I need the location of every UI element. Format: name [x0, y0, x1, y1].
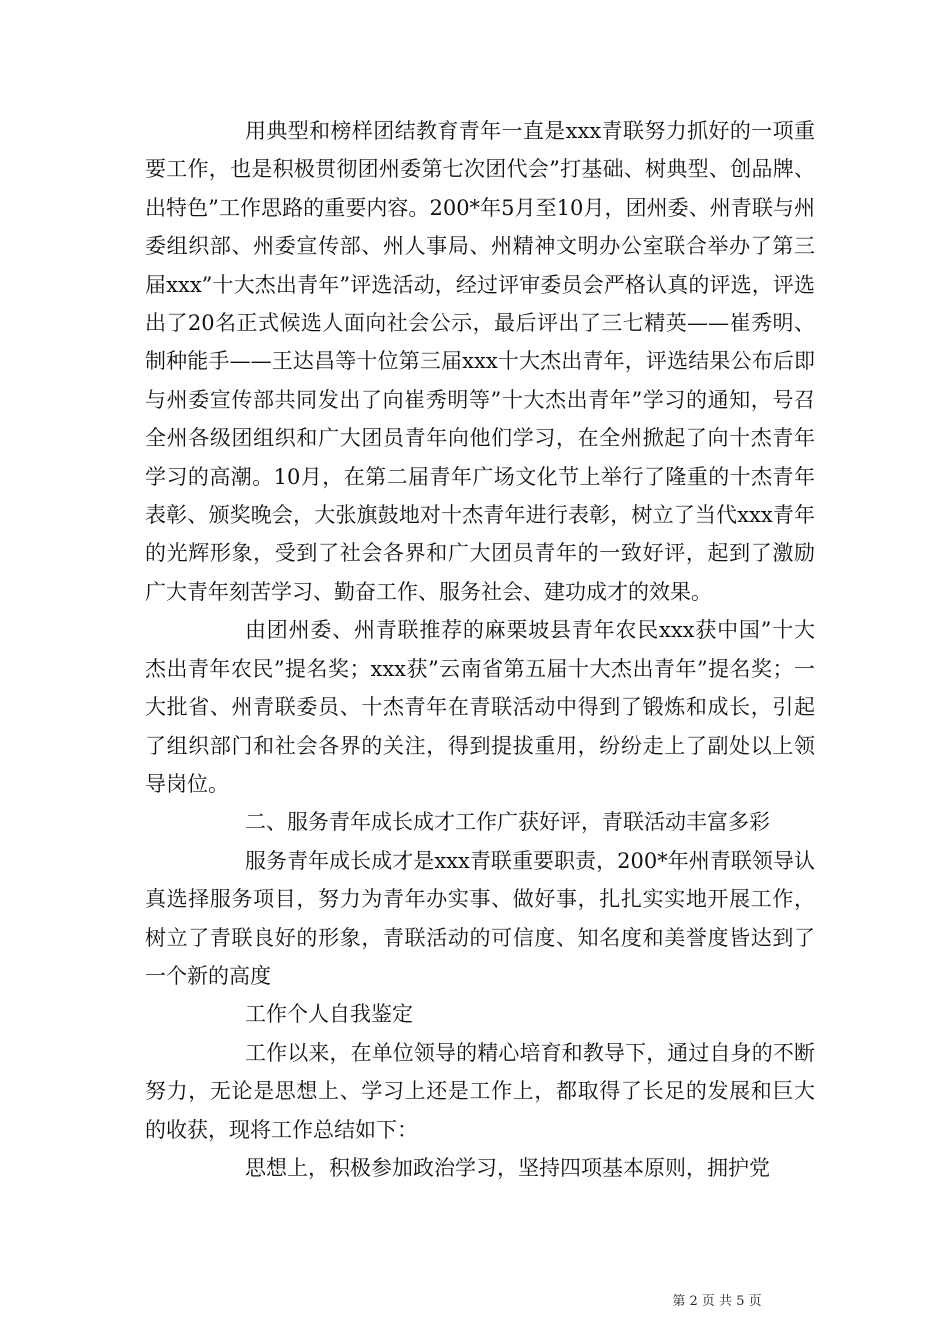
document-body — [145, 112, 815, 1187]
page-number: 第 2 页 共 5 页 — [672, 1294, 762, 1309]
paragraph-intro: 工作以来，在单位领导的精心培育和教导下，通过自身的不断努力，无论是思想上、学习上还是工作上，都取得了长足的发展和巨大的收获，现将工作总结如下： — [145, 1040, 815, 1142]
paragraph-nominations: 由团州委、州青联推荐的麻栗坡县青年农民xxx获中国”十大杰出青年农民”提名奖；xxx获”云南省第五届十大杰出青年”提名奖；一大批省、州青联委员、十杰青年在青联活动中得到了锻炼和成长，引起了组织部门和社会各界的关注，得到提拔重用，纷纷走上了副处以上领导岗位。 — [145, 618, 815, 796]
section-heading-self-assessment: 工作个人自我鉴定 — [245, 1002, 413, 1027]
paragraph-service: 服务青年成长成才是xxx青联重要职责，200*年州青联领导认真选择服务项目，努力为青年办实事、做好事，扎扎实实地开展工作，树立了青联良好的形象，青联活动的可信度、知名度和美誉度皆达到了一个新的高度 — [145, 848, 815, 988]
section-heading-2: 二、服务青年成长成才工作广获好评，青联活动丰富多彩 — [245, 810, 770, 835]
paragraph-youth-awards: 用典型和榜样团结教育青年一直是xxx青联努力抓好的一项重要工作，也是积极贯彻团州委第七次团代会”打基础、树典型、创品牌、出特色”工作思路的重要内容。200*年5月至10月，团州委、州青联与州委组织部、州委宣传部、州人事局、州精神文明办公室联合举办了第三届xxx”十大杰出青年”评选活动，经过评审委员会严格认真的评选，评选出了20名正式候选人面向社会公示，最后评出了三七精英——崔秀明、制种能手——王达昌等十位第三届xxx十大杰出青年，评选结果公布后即与州委宣传部共同发出了向崔秀明等”十大杰出青年”学习的通知，号召全州各级团组织和广大团员青年向他们学习，在全州掀起了向十杰青年学习的高潮。10月，在第二届青年广场文化节上举行了隆重的十杰青年表彰、颁奖晚会，大张旗鼓地对十杰青年进行表彰，树立了当代xxx青年的光辉形象，受到了社会各界和广大团员青年的一致好评，起到了激励广大青年刻苦学习、勤奋工作、服务社会、建功成才的效果。 — [145, 119, 815, 604]
paragraph-thought: 思想上，积极参加政治学习，坚持四项基本原则，拥护党 — [245, 1155, 770, 1180]
page-footer — [0, 1290, 950, 1309]
